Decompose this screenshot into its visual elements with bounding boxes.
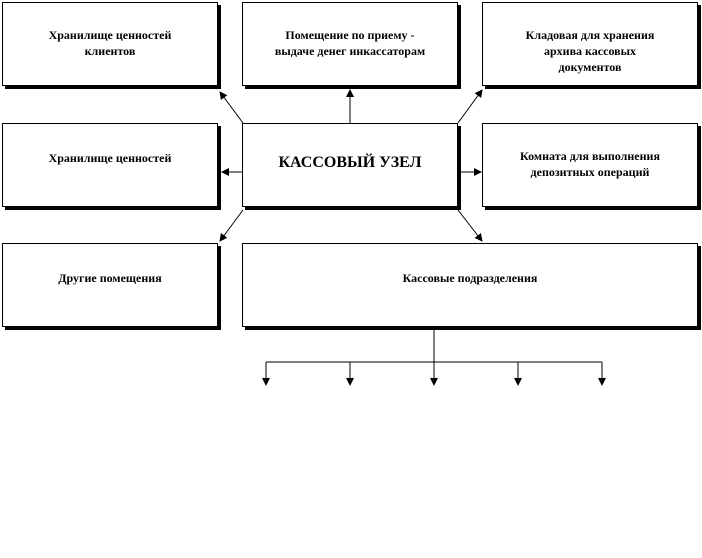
- box-cash-center: [242, 123, 458, 207]
- box-archive-storeroom: [482, 2, 698, 86]
- box-cash-units: [242, 243, 698, 327]
- box-cash-units-label: Кассовые подразделения: [402, 271, 538, 285]
- arrow-to-top-right: [458, 90, 482, 123]
- box-cash-center-label: КАССОВЫЙ УЗЕЛ: [278, 154, 422, 171]
- box-other-rooms: [2, 243, 218, 327]
- arrow-to-bottom-left: [220, 210, 243, 241]
- box-client-vault-label: Хранилище ценностей клиентов: [48, 28, 172, 58]
- box-client-vault: [2, 2, 218, 86]
- box-deposit-room-label: Комната для выполнения депозитных операций: [520, 149, 660, 179]
- box-deposit-room: [482, 123, 698, 207]
- box-other-rooms-label: Другие помещения: [58, 271, 162, 285]
- box-collector-room: [242, 2, 458, 86]
- arrow-to-bottom-right: [458, 210, 482, 241]
- box-collector-room-label: Помещение по приему - выдаче денег инкассаторам: [274, 28, 426, 58]
- box-valuables-vault: [2, 123, 218, 207]
- box-archive-storeroom-label: Кладовая для хранения архива кассовых документов: [525, 28, 655, 74]
- arrow-to-top-left: [220, 92, 243, 123]
- box-valuables-vault-label: Хранилище ценностей: [48, 151, 172, 165]
